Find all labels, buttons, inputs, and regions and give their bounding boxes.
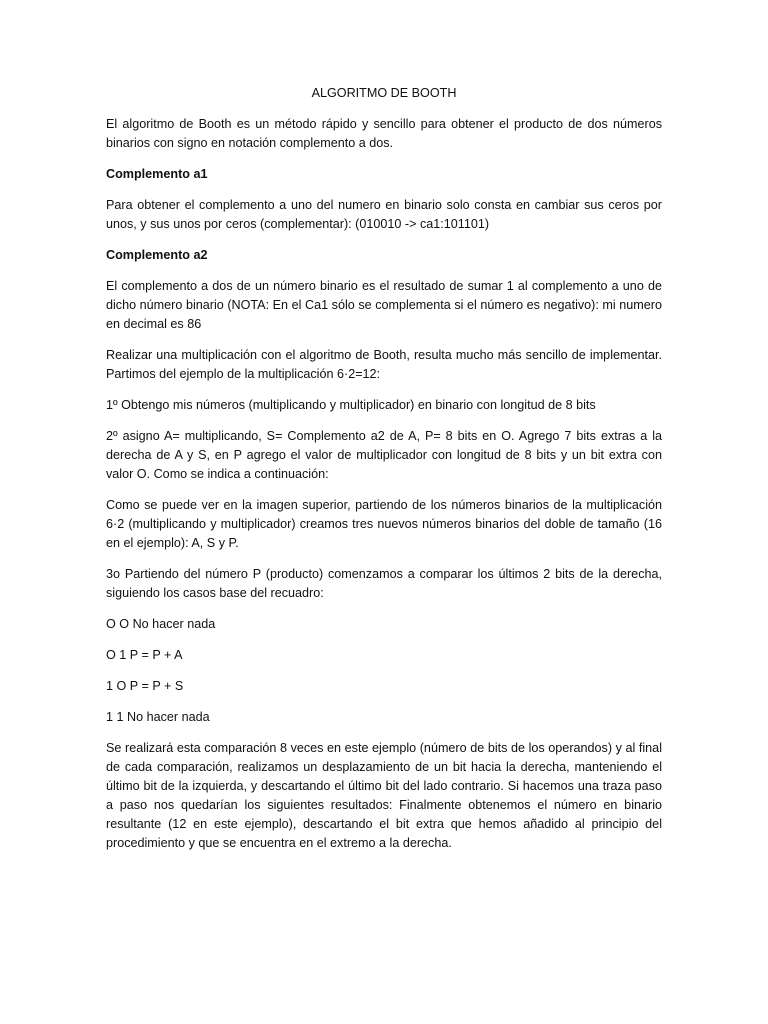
case-01: O 1 P = P + A [106,648,183,662]
booth-multiplication-paragraph: Realizar una multiplicación con el algoritmo de Booth, resulta mucho más sencillo de implementar. Partimos del ejemplo de la multiplicación 6·2=12: [106,348,662,381]
conclusion-paragraph: Se realizará esta comparación 8 veces en este ejemplo (número de bits de los operandos) y al final de cada comparación, realizamos un desplazamiento de un bit hacia la derecha, manteniendo el último bit de la izquierda, y descartando el último bit del lado contrario. Si hacemos una traza paso a paso nos quedarían los siguientes resultados: Finalmente obtenemos el número en binario resultante (12 en este ejemplo), descartando el bit extra que hemos añadido al principio del procedimiento y que se encuentra en el extremo a la derecha. [106,741,662,850]
step-3-paragraph: 3o Partiendo del número P (producto) comenzamos a comparar los últimos 2 bits de la derecha, siguiendo los casos base del recuadro: [106,567,662,600]
document-page [106,84,662,865]
complemento-a2-paragraph: El complemento a dos de un número binario es el resultado de sumar 1 al complemento a uno de dicho número binario (NOTA: En el Ca1 sólo se complementa si el número es negativo): mi numero en decimal es 86 [106,279,662,331]
step-1-paragraph: 1º Obtengo mis números (multiplicando y multiplicador) en binario con longitud de 8 bits [106,398,596,412]
intro-paragraph: El algoritmo de Booth es un método rápido y sencillo para obtener el producto de dos números binarios con signo en notación complemento a dos. [106,117,662,150]
complemento-a1-paragraph: Para obtener el complemento a uno del numero en binario solo consta en cambiar sus ceros por unos, y sus unos por ceros (complementar): (010010 -> ca1:101101) [106,198,662,231]
step-2-paragraph: 2º asigno A= multiplicando, S= Complemento a2 de A, P= 8 bits en O. Agrego 7 bits extras a la derecha de A y S, en P agrego el valor de multiplicador con longitud de 8 bits y un bit extra con valor O. Como se indica a continuación: [106,429,662,481]
section-heading-complemento-a1: Complemento a1 [106,167,208,181]
section-heading-complemento-a2: Complemento a2 [106,248,208,262]
image-explanation-paragraph: Como se puede ver en la imagen superior, partiendo de los números binarios de la multiplicación 6·2 (multiplicando y multiplicador) creamos tres nuevos números binarios del doble de tamaño (16 en el ejemplo): A, S y P. [106,498,662,550]
case-10: 1 O P = P + S [106,679,184,693]
case-11: 1 1 No hacer nada [106,710,210,724]
case-00: O O No hacer nada [106,617,216,631]
document-title: ALGORITMO DE BOOTH [311,86,457,100]
